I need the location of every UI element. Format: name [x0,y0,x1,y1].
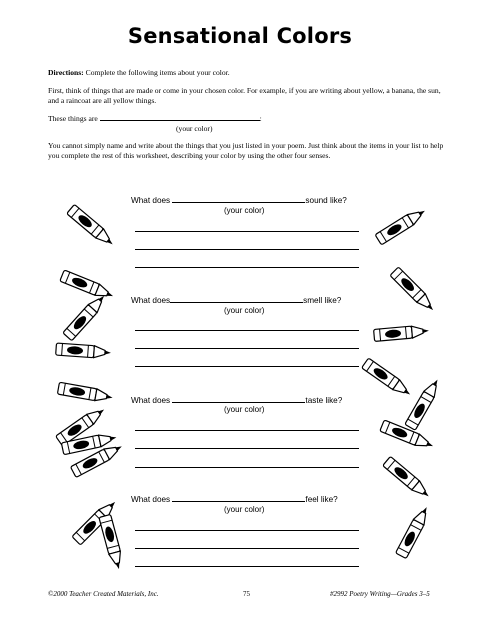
these-things-caption: (your color) [176,124,213,133]
crayon-icon [385,262,443,320]
question-caption: (your color) [224,306,265,315]
intro-paragraph: First, think of things that are made or come in your chosen color. For example, if you are writing about yellow, a banana, the sun, and a raincoat are all yellow things. [48,86,441,105]
question-taste [131,394,371,405]
question-suffix: smell like? [303,296,342,305]
question-caption: (your color) [224,405,265,414]
answer-line[interactable] [135,231,359,232]
crayon-icon [371,319,433,346]
question-prefix: What does [131,495,171,504]
answer-line[interactable] [135,366,359,367]
color-blank[interactable] [172,493,305,502]
answer-line[interactable] [135,548,359,549]
crayon-icon [94,511,131,575]
answer-line[interactable] [135,448,359,449]
color-blank[interactable] [172,394,305,403]
question-prefix: What does [131,396,171,405]
question-suffix: feel like? [305,495,338,504]
crayon-icon [62,199,122,254]
color-blank[interactable] [100,113,260,121]
question-suffix: sound like? [305,196,347,205]
question-suffix: taste like? [305,396,343,405]
footer-copyright: ©2000 Teacher Created Materials, Inc. [48,590,159,598]
crayon-icon [371,200,434,250]
answer-line[interactable] [135,330,359,331]
directions [48,68,448,78]
question-feel [131,493,371,504]
answer-line[interactable] [135,249,359,250]
directions-label: Directions: [48,68,84,77]
question-sound [131,194,371,205]
question-caption: (your color) [224,505,265,514]
color-blank[interactable] [172,194,305,203]
answer-line[interactable] [135,267,359,268]
question-prefix: What does [131,196,171,205]
footer-page-number: 75 [243,590,250,598]
footer-book-title: #2992 Poetry Writing—Grades 3–5 [330,590,430,598]
these-things-suffix: : [259,114,262,123]
answer-line[interactable] [135,430,359,431]
answer-line[interactable] [135,348,359,349]
these-things-prefix: These things are [48,114,98,123]
answer-line[interactable] [135,566,359,567]
question-smell [131,294,371,305]
these-things-line [48,113,448,124]
answer-line[interactable] [135,530,359,531]
crayon-icon [55,377,118,409]
answer-line[interactable] [135,467,359,468]
page-title: Sensational Colors [127,24,353,48]
crayon-icon [53,338,114,364]
crayon-icon [378,451,438,506]
question-caption: (your color) [224,206,265,215]
color-blank[interactable] [170,294,303,303]
directions-text: Complete the following items about your color. [85,68,230,77]
question-prefix: What does [131,296,171,305]
senses-paragraph: You cannot simply name and write about the things that you just listed in your poem. Just think about the items in your list to help you complete the rest of this worksheet, describing your color by using the other four senses. [48,141,444,160]
crayon-icon [390,499,438,562]
